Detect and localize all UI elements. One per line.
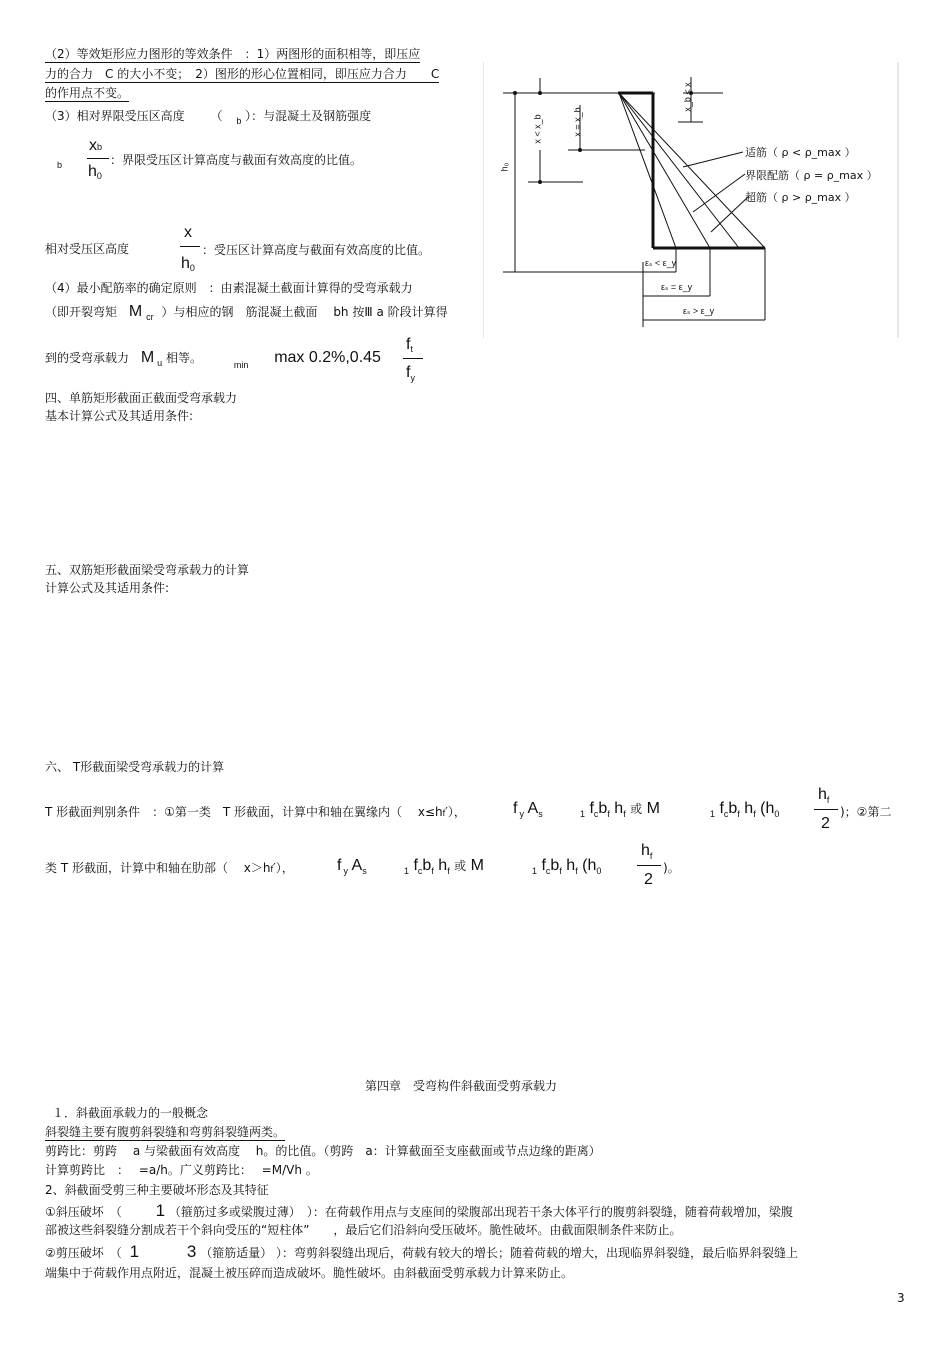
h0-paren: (h	[760, 800, 775, 817]
formula-fyAs-2	[337, 857, 367, 875]
line2-b: ）与相应的钢 筋混凝土截面 bh 按Ⅲ a 阶段计算得	[161, 305, 448, 319]
rho-min-sub: min	[233, 360, 249, 370]
xb-h: h	[88, 163, 97, 180]
or-text-2: 或	[454, 859, 467, 873]
ch4-para-8	[45, 1244, 798, 1261]
ch4-para-4: 计算剪跨比 ： =a/h。广义剪跨比： =M/Vh 。	[45, 1163, 318, 1177]
hf-half-numerator-2	[641, 842, 652, 860]
m-cr-sub: cr	[146, 312, 154, 322]
para-equivalent-conditions-line3: 的作用点不变。	[45, 86, 130, 100]
or-text: 或	[630, 802, 643, 816]
p8-b: （箍筋适量） ）：弯剪斜裂缝出现后，荷载有较大的增长；随着荷载的增大，出现临界斜裂缝，最后临界斜裂缝上	[200, 1246, 799, 1260]
hf-h-2: h	[744, 800, 754, 817]
p8-a: ②剪压破坏 （	[45, 1246, 122, 1260]
hf-f: f	[623, 809, 626, 819]
section-5-title: 五、双筋矩形截面梁受弯承载力的计算	[45, 563, 250, 577]
xb-description: ：界限受压区计算高度与截面有效高度的比值。	[110, 153, 363, 167]
fig-label-strain-greater: εₛ > ε_y	[683, 306, 715, 316]
hf-half-numerator-1	[818, 786, 829, 804]
ch4-para-7: 部被这些斜裂缝分割成若干个斜向受压的“短柱体” ，最后它们沿斜向受压破坏。脆性破坏。由截面限制条件来防止。	[45, 1223, 682, 1237]
min-reinforcement-principle-line3	[45, 349, 381, 370]
criteria-1-hf-sub: f	[442, 808, 446, 818]
m-u: M	[140, 349, 155, 366]
m-cr: M	[128, 303, 143, 320]
fy-f2: f	[337, 857, 342, 874]
hf-num-sub: f	[826, 795, 830, 805]
fy-y1: y	[519, 809, 524, 819]
xb-numerator	[89, 137, 102, 155]
fig-label-x-less-xb: x < x_b	[532, 114, 543, 144]
page-number: 3	[897, 1291, 905, 1305]
min-reinforcement-principle-line2	[45, 304, 448, 321]
fy-y2: y	[343, 866, 348, 876]
criteria-2-text: 类 T 形截面，计算中和轴在肋部（ x＞h	[45, 861, 271, 875]
x-numerator: x	[184, 224, 192, 241]
criteria-1-close: )；②第二	[840, 805, 892, 819]
fc-f-3: f	[413, 857, 418, 874]
para-equivalent-conditions-line1: （2）等效矩形应力图形的等效条件 ：1）两图形的面积相等，即压应	[45, 47, 421, 61]
bf-f-2: f	[737, 809, 740, 819]
alpha1-sub: 1	[580, 809, 586, 819]
bf-b-3: b	[422, 857, 432, 874]
hf-h-3: h	[438, 857, 448, 874]
fig-label-over-reinforced: 超筋（ ρ > ρ_max ）	[745, 191, 856, 204]
ch4-para-2: 斜裂缝主要有腹剪斜裂缝和弯剪斜裂缝两类。	[45, 1125, 286, 1139]
fc-f-2: f	[719, 800, 724, 817]
as-a1: A	[527, 800, 539, 817]
fc-c-3: c	[417, 866, 423, 876]
formula-moment-2	[532, 857, 601, 875]
m-1: M	[646, 800, 660, 817]
criteria-2-tail: ′），	[273, 861, 294, 875]
alpha1-sub-2: 1	[710, 809, 716, 819]
criteria-1-tail: ′），	[445, 805, 466, 819]
criteria-2-close: )。	[663, 861, 680, 875]
xb-sub: b	[97, 142, 103, 152]
fy-sub: y	[410, 373, 415, 383]
fy-f1: f	[513, 800, 518, 817]
h0-sub: 0	[774, 809, 780, 819]
paren-open: （	[210, 109, 223, 123]
min-reinforcement-principle-line1: （4）最小配筋率的确定原则 ：由素混凝土截面计算得的受弯承载力	[45, 281, 413, 295]
fc-f-4: f	[541, 857, 546, 874]
fc-c-2: c	[723, 809, 729, 819]
alpha1-sub-3: 1	[404, 866, 410, 876]
ch4-para-3: 剪跨比：剪跨 a 与梁截面有效高度 h。的比值。（剪跨 a：计算截面至支座截面或节点边缘的距离）	[45, 1144, 601, 1158]
hf-f-2: f	[753, 809, 756, 819]
section-4-subtitle: 基本计算公式及其适用条件:	[45, 409, 194, 423]
p6-b: （箍筋过多或梁腹过薄） ）：在荷载作用点与支座间的梁腹部出现若干条大体平行的腹剪斜裂缝，随着荷载增加，梁腹	[168, 1205, 793, 1219]
ch4-para-5: 2、斜截面受剪三种主要破坏形态及其特征	[45, 1183, 269, 1197]
t-section-criteria-line2	[45, 860, 294, 877]
para-equivalent-conditions-line2: 力的合力 C 的大小不变； 2）图形的形心位置相同，即压应力合力 C	[45, 67, 440, 81]
as-a2: A	[351, 857, 363, 874]
fig-label-strain-less: εₛ < ε_y	[645, 258, 677, 268]
xb-x: x	[89, 137, 97, 154]
fig-label-under-reinforced: 适筋（ ρ < ρ_max ）	[745, 146, 856, 159]
h0-sub-2: 0	[596, 866, 602, 876]
fig-label-h0: h₀	[499, 162, 510, 172]
formula-alpha-fc-bf-hf-1	[580, 800, 660, 818]
m-u-sub: u	[157, 358, 163, 368]
fy-f: f	[406, 364, 411, 381]
as-s1: s	[538, 809, 543, 819]
rho-min-formula: max 0.2%,0.45	[274, 349, 381, 366]
hf-f-3: f	[447, 866, 450, 876]
bf-f: f	[607, 809, 610, 819]
as-s2: s	[362, 866, 367, 876]
hf-h: h	[614, 800, 624, 817]
criteria-2-hf-sub: f	[270, 864, 273, 874]
heading-text: （3）相对界限受压区高度	[45, 109, 185, 123]
ft-numerator	[406, 336, 413, 354]
ft-fy-fraction-bar	[403, 358, 423, 359]
relative-height-label: 相对受压区高度	[45, 242, 130, 256]
hf-half-fraction-bar-1	[814, 809, 838, 810]
xb-h-sub: 0	[96, 171, 102, 181]
section-5-subtitle: 计算公式及其适用条件:	[45, 581, 170, 595]
section-4-title: 四、单筋矩形截面正截面受弯承载力	[45, 391, 238, 405]
hf-num-h: h	[818, 786, 827, 803]
ch4-para-1: １．斜截面承载力的一般概念	[52, 1106, 209, 1120]
x-h-sub: 0	[189, 263, 195, 273]
bf-f-4: f	[559, 866, 562, 876]
bf-f-3: f	[431, 866, 434, 876]
criteria-1-text: T 形截面判别条件 ：①第一类 T 形截面，计算中和轴在翼缘内（ x≤h	[45, 805, 443, 819]
hf-half-denominator-2: 2	[644, 871, 653, 888]
fig-label-strain-equal: εₛ = ε_y	[661, 282, 693, 292]
bf-b-2: b	[728, 800, 738, 817]
p6-a: ①斜压破坏 （	[45, 1205, 122, 1219]
formula-moment-1	[710, 800, 779, 818]
bf-b-4: b	[550, 857, 560, 874]
x-description: ：受压区计算高度与截面有效高度的比值。	[202, 243, 431, 257]
hf-f-4: f	[575, 866, 578, 876]
relative-balanced-height-heading	[45, 108, 371, 125]
alpha1-sub-4: 1	[532, 866, 538, 876]
xi-b-sub: b	[236, 116, 242, 126]
hf-num-sub-2: f	[649, 851, 653, 861]
ch4-para-6	[45, 1203, 793, 1220]
xb-denominator	[88, 163, 102, 181]
ft-sub: t	[410, 344, 413, 354]
fig-label-x-eq-xb: x = x_b	[572, 107, 583, 137]
strain-distribution-figure	[483, 62, 899, 338]
xb-fraction-bar	[87, 158, 109, 159]
ft-f: f	[406, 336, 411, 353]
fc-f: f	[589, 800, 594, 817]
heading-tail: ）：与混凝土及钢筋强度	[245, 109, 372, 123]
p8-n2: 3	[186, 1242, 197, 1261]
x-h: h	[181, 255, 190, 272]
chapter-4-title: 第四章 受弯构件斜截面受剪承载力	[365, 1079, 558, 1093]
hf-h-4: h	[566, 857, 576, 874]
p8-n1: 1	[129, 1242, 140, 1261]
hf-half-fraction-bar-2	[637, 865, 661, 866]
formula-fyAs-1	[513, 800, 543, 818]
line3-b: 相等。	[166, 351, 203, 365]
hf-half-denominator-1: 2	[821, 815, 830, 832]
ch4-para-9: 端集中于荷载作用点附近，混凝土被压碎而造成破坏。脆性破坏。由斜截面受剪承载力计算来防止。	[45, 1266, 574, 1280]
fc-c: c	[593, 809, 599, 819]
hf-num-h-2: h	[641, 842, 650, 859]
xi-b-symbol: b	[57, 160, 63, 170]
line2-a: （即开裂弯矩	[45, 305, 118, 319]
m-2: M	[470, 857, 484, 874]
fy-denominator	[406, 364, 415, 382]
h0-paren-2: (h	[582, 857, 597, 874]
fig-label-balanced: 界限配筋（ ρ = ρ_max ）	[745, 169, 878, 182]
p6-num: 1	[155, 1201, 166, 1220]
line3-a: 到的受弯承载力	[45, 351, 130, 365]
t-section-criteria-line1	[45, 804, 466, 821]
x-denominator	[181, 255, 195, 273]
section-6-title: 六、 T形截面梁受弯承载力的计算	[45, 760, 225, 774]
fig-label-xb-less-x: x_b < x	[682, 82, 693, 112]
x-fraction-bar	[180, 246, 200, 247]
formula-alpha-fc-bf-hf-2	[404, 857, 484, 875]
fc-c-4: c	[545, 866, 551, 876]
bf-b: b	[598, 800, 608, 817]
